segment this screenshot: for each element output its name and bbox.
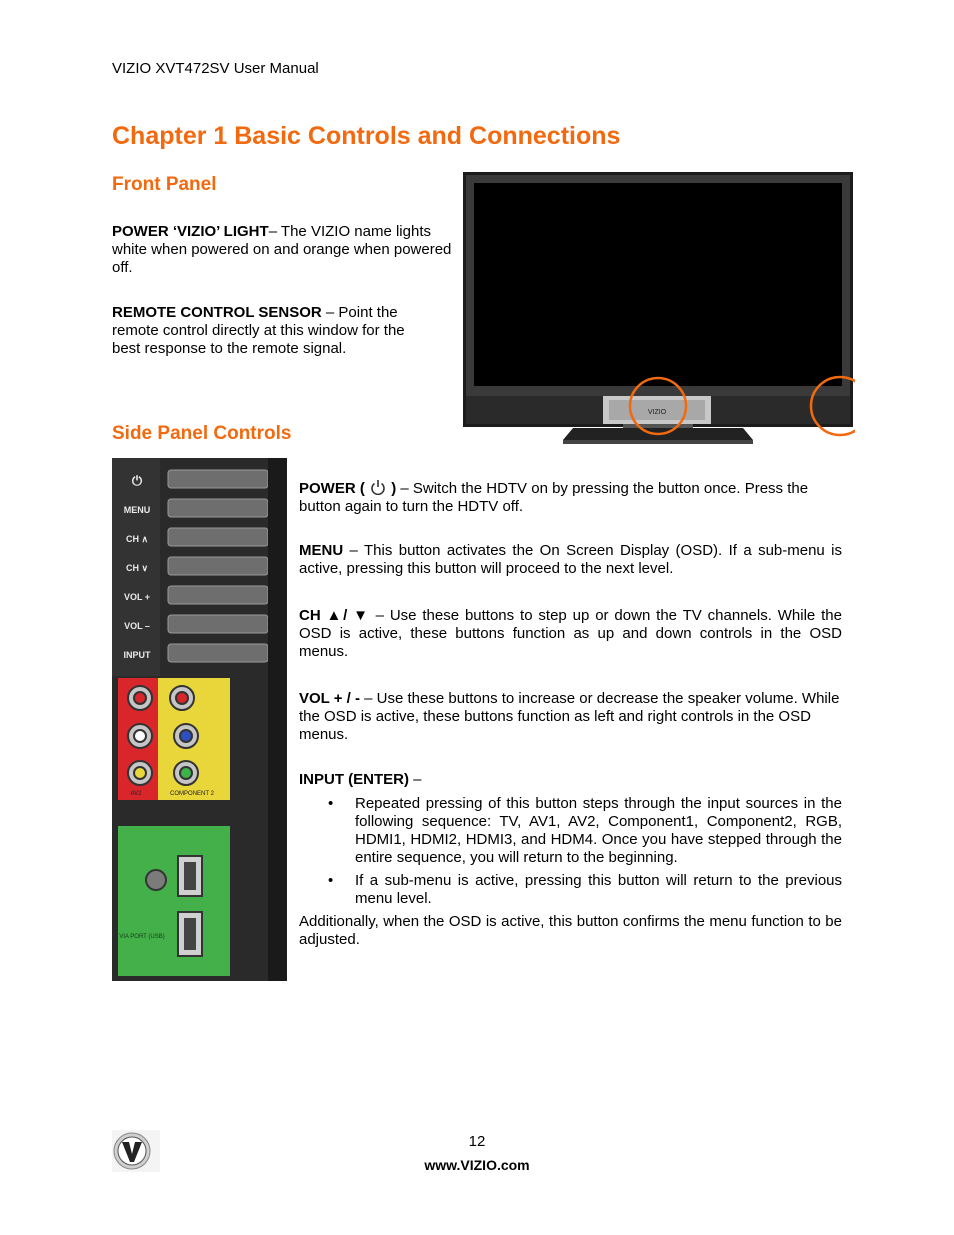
power-light-description <box>112 223 452 277</box>
power-light-label: POWER ‘VIZIO’ LIGHT <box>112 223 269 240</box>
power-label-start: POWER ( <box>299 480 365 497</box>
input-label: INPUT (ENTER) <box>299 771 409 788</box>
remote-sensor-label: REMOTE CONTROL SENSOR <box>112 304 322 321</box>
footer-url: www.VIZIO.com <box>424 1157 530 1173</box>
power-text: – Switch the HDTV on by pressing the button once. Press the button again to turn the HDTV off. <box>299 480 809 515</box>
side-label-power: ⏻ <box>131 473 143 488</box>
av-port-label: AV2 <box>130 791 142 797</box>
side-panel-image <box>112 458 287 981</box>
remote-sensor-text: – Point the remote control directly at this window for the best response to the remote signal. <box>112 304 405 357</box>
component-port-label: COMPONENT 2 <box>170 791 214 797</box>
side-label-vol-down: VOL – <box>124 621 150 631</box>
side-panel-heading: Side Panel Controls <box>112 423 292 444</box>
bullet-icon: • <box>328 795 334 812</box>
side-label-vol-up: VOL + <box>123 592 151 602</box>
ch-description <box>299 607 842 661</box>
bullet-icon: • <box>328 872 334 889</box>
front-panel-heading: Front Panel <box>112 174 217 195</box>
usb-port-label: VIA PORT (USB) <box>119 934 165 940</box>
running-header: VIZIO XVT472SV User Manual <box>112 60 319 77</box>
vol-label: VOL + / - <box>299 690 360 707</box>
remote-sensor-description <box>112 304 427 358</box>
power-label-end: ) <box>391 480 397 497</box>
page-number: 12 <box>468 1133 486 1150</box>
power-light-text: – The VIZIO name lights white when powered on and orange when powered off. <box>112 223 452 276</box>
chapter-title: Chapter 1 Basic Controls and Connections <box>112 122 621 150</box>
side-label-input: INPUT <box>123 650 151 660</box>
list-item <box>299 872 842 908</box>
power-icon <box>369 479 387 495</box>
menu-description <box>299 542 842 578</box>
input-additional-text: Additionally, when the OSD is active, this button confirms the menu function to be adjusted. <box>299 913 842 948</box>
menu-text: – This button activates the On Screen Display (OSD). If a sub-menu is active, pressing this button will proceed to the next level. <box>299 542 842 577</box>
ch-text: – Use these buttons to step up or down the TV channels. While the OSD is active, these buttons function as up and down controls in the OSD menus. <box>299 607 842 660</box>
input-heading <box>299 771 842 789</box>
power-description <box>299 479 842 516</box>
input-bullet-list <box>299 795 842 913</box>
menu-label: MENU <box>299 542 344 559</box>
input-bullet-text: Repeated pressing of this button steps through the input sources in the following sequence: TV, AV1, AV2, Component1, Component2, RGB, HDMI1, HDMI2, HDMI3, and HDM4. Once you have stepped through the entire sequence, you will return to the beginning. <box>355 795 842 866</box>
tv-front-image <box>463 172 855 448</box>
input-label-suffix: – <box>409 771 422 788</box>
list-item <box>299 795 842 867</box>
side-label-ch-down: CH ∨ <box>125 563 149 573</box>
ch-label: CH ▲/ ▼ <box>299 607 370 624</box>
vol-description <box>299 690 842 744</box>
tv-logo: VIZIO <box>647 409 667 416</box>
input-bullet-text: If a sub-menu is active, pressing this button will return to the previous menu level. <box>355 872 842 907</box>
side-label-ch-up: CH ∧ <box>125 534 149 544</box>
vol-text: – Use these buttons to increase or decrease the speaker volume. While the OSD is active, these buttons function as left and right controls in the OSD menus. <box>299 690 840 743</box>
side-label-menu: MENU <box>123 505 151 515</box>
